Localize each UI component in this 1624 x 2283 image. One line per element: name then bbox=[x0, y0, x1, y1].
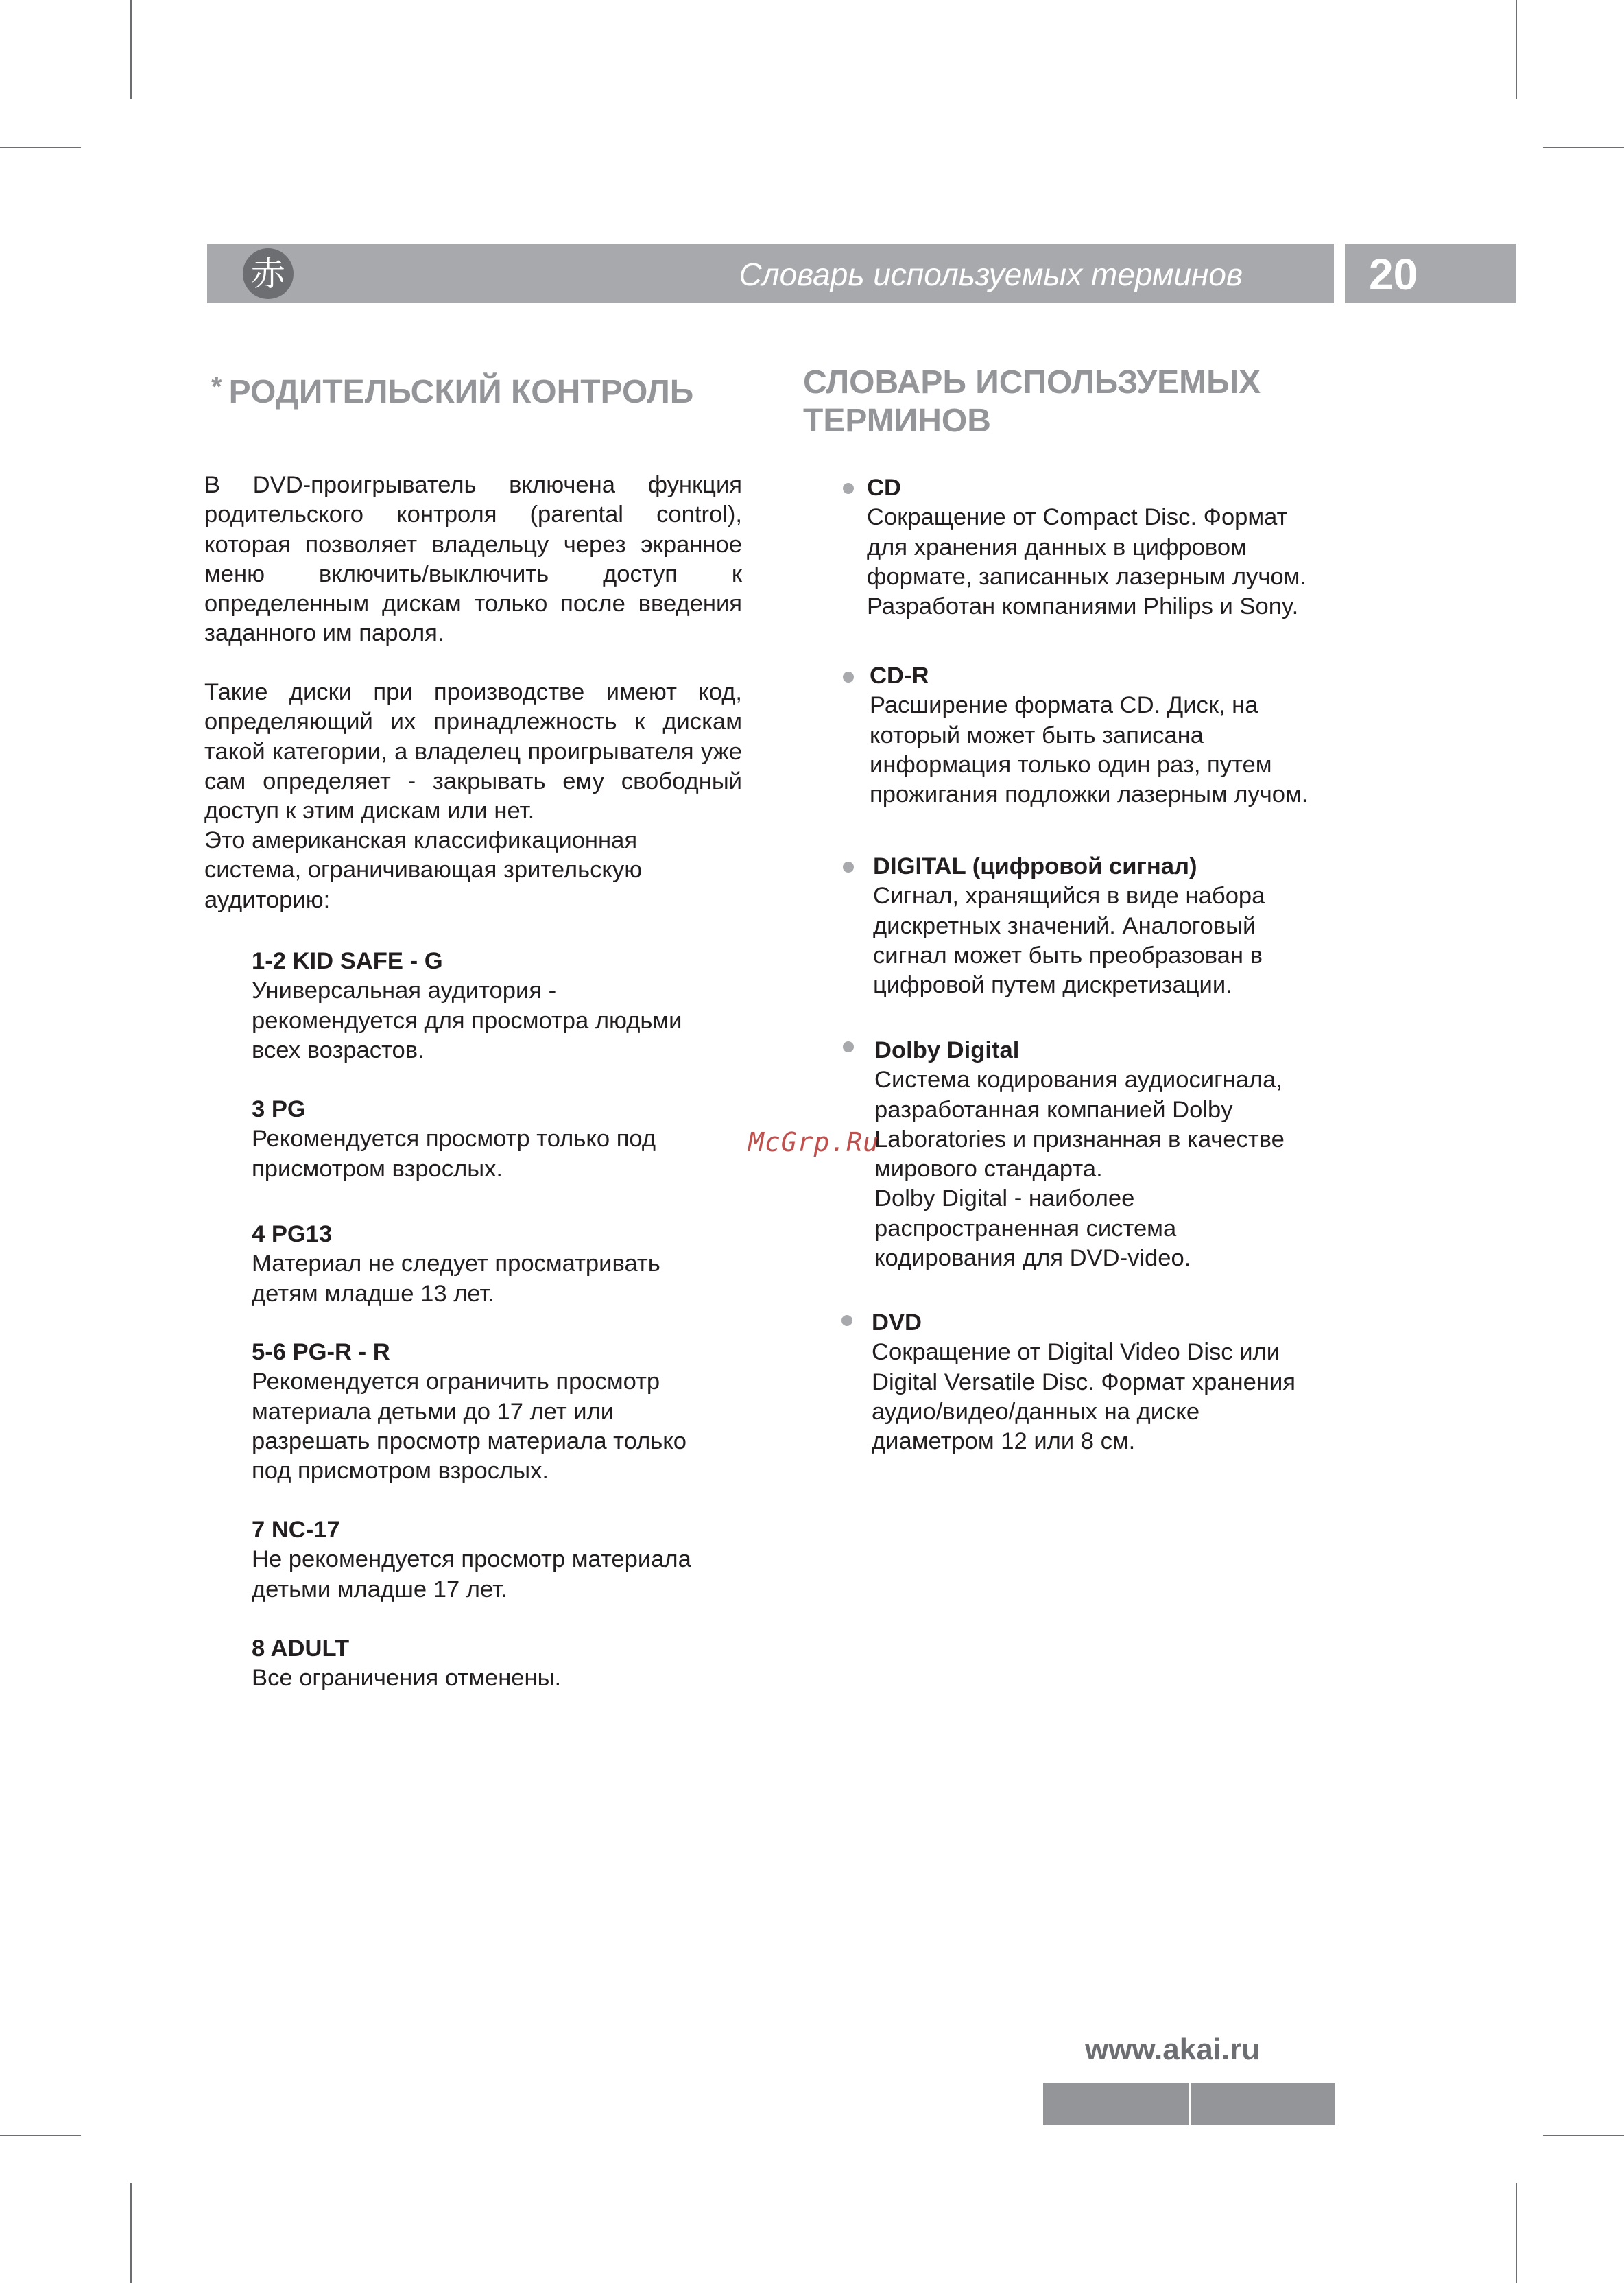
glossary-term bbox=[874, 1036, 1396, 1273]
rating-item bbox=[252, 947, 745, 1065]
bullet-icon bbox=[843, 483, 854, 494]
parental-control-title bbox=[211, 366, 693, 413]
footer-bar bbox=[1191, 2083, 1335, 2125]
logo-glyph: 赤 bbox=[251, 254, 285, 294]
rating-item bbox=[252, 1095, 745, 1184]
term-title: DIGITAL (цифровой сигнал) bbox=[873, 853, 1197, 879]
crop-mark bbox=[0, 2135, 81, 2136]
rating-description: Рекомендуется ограничить просмотр материала детьми до 17 лет или разрешать просмотр материала только под присмотром взрослых. bbox=[252, 1369, 687, 1484]
bullet-icon bbox=[841, 1315, 852, 1326]
rating-description: Не рекомендуется просмотр материала детьми младше 17 лет. bbox=[252, 1546, 691, 1602]
rating-item bbox=[252, 1338, 745, 1486]
crop-mark bbox=[1543, 2135, 1624, 2136]
rating-description: Универсальная аудитория - рекомендуется для просмотра людьми всех возрастов. bbox=[252, 978, 682, 1063]
rating-item bbox=[252, 1515, 745, 1605]
term-description: Сигнал, хранящийся в виде набора дискретных значений. Аналоговый сигнал может быть преобразован в цифровой путем дискретизации. bbox=[873, 883, 1265, 999]
rating-title: 7 NC-17 bbox=[252, 1517, 340, 1543]
term-title: DVD bbox=[872, 1310, 922, 1336]
rating-description: Все ограничения отменены. bbox=[252, 1665, 562, 1692]
bullet-icon bbox=[843, 862, 854, 873]
glossary-term bbox=[872, 1308, 1393, 1456]
footer-url: www.akai.ru bbox=[1085, 2033, 1261, 2066]
rating-title: 3 PG bbox=[252, 1096, 306, 1122]
rating-description: Рекомендуется просмотр только под присмотром взрослых. bbox=[252, 1126, 656, 1182]
rating-title: 5-6 PG-R - R bbox=[252, 1339, 390, 1365]
bullet-icon bbox=[843, 672, 854, 683]
codes-paragraph: Такие диски при производстве имеют код, определяющий их принадлежность к дискам такой категории, а владелец проигрывателя уже сам определяет - закрывать ему свободный доступ к этим дискам или нет. bbox=[204, 679, 742, 825]
crop-mark bbox=[0, 147, 81, 148]
glossary-term bbox=[873, 852, 1394, 1000]
crop-mark bbox=[1516, 0, 1517, 99]
watermark: McGrp.Ru bbox=[748, 1127, 880, 1157]
crop-mark bbox=[130, 0, 132, 99]
crop-mark bbox=[1543, 147, 1624, 148]
rating-title: 4 PG13 bbox=[252, 1221, 333, 1247]
glossary-term bbox=[870, 661, 1391, 809]
bullet-icon bbox=[843, 1041, 854, 1052]
rating-title: 1-2 KID SAFE - G bbox=[252, 948, 443, 974]
term-description: Сокращение от Compact Disc. Формат для хранения данных в цифровом формате, записанных лазерным лучом. Разработан компаниями Philips и Sony. bbox=[867, 504, 1306, 620]
term-title: Dolby Digital bbox=[874, 1037, 1020, 1063]
rating-item bbox=[252, 1220, 745, 1309]
header-title: Словарь используемых терминов bbox=[739, 257, 1243, 292]
crop-mark bbox=[130, 2183, 132, 2283]
parental-control-title-text: РОДИТЕЛЬСКИЙ КОНТРОЛЬ bbox=[228, 374, 694, 410]
crop-mark bbox=[1516, 2183, 1517, 2283]
term-description: Расширение формата CD. Диск, на который может быть записана информация только один раз, путем прожигания подложки лазерным лучом. bbox=[870, 692, 1309, 808]
term-title: CD-R bbox=[870, 663, 929, 689]
glossary-title-line2: ТЕРМИНОВ bbox=[803, 403, 991, 439]
glossary-title-line1: СЛОВАРЬ ИСПОЛЬЗУЕМЫХ bbox=[803, 364, 1261, 401]
rating-item bbox=[252, 1634, 745, 1694]
page-number: 20 bbox=[1369, 250, 1418, 299]
footer-bar bbox=[1043, 2083, 1189, 2125]
term-description: Система кодирования аудиосигнала, разработанная компанией Dolby Laboratories и признанная в качестве мирового стандарта. Dolby Digital - наиболее распространенная система кодирования для DVD-video. bbox=[874, 1067, 1285, 1272]
glossary-term bbox=[867, 473, 1388, 622]
term-title: CD bbox=[867, 475, 901, 501]
term-description: Сокращение от Digital Video Disc или Digital Versatile Disc. Формат хранения аудио/видео/данных на диске диаметром 12 или 8 см. bbox=[872, 1339, 1296, 1455]
classification-paragraph: Это американская классификационная система, ограничивающая зрительскую аудиторию: bbox=[204, 827, 643, 913]
intro-paragraph: В DVD-проигрыватель включена функция родительского контроля (parental control), которая позволяет владельцу через экранное меню включить/выключить доступ к определенным дискам только после введения заданного им пароля. bbox=[204, 472, 742, 647]
rating-title: 8 ADULT bbox=[252, 1635, 350, 1661]
star-marker: * bbox=[211, 372, 222, 402]
rating-description: Материал не следует просматривать детям младше 13 лет. bbox=[252, 1251, 660, 1307]
brand-logo-icon bbox=[243, 248, 294, 299]
